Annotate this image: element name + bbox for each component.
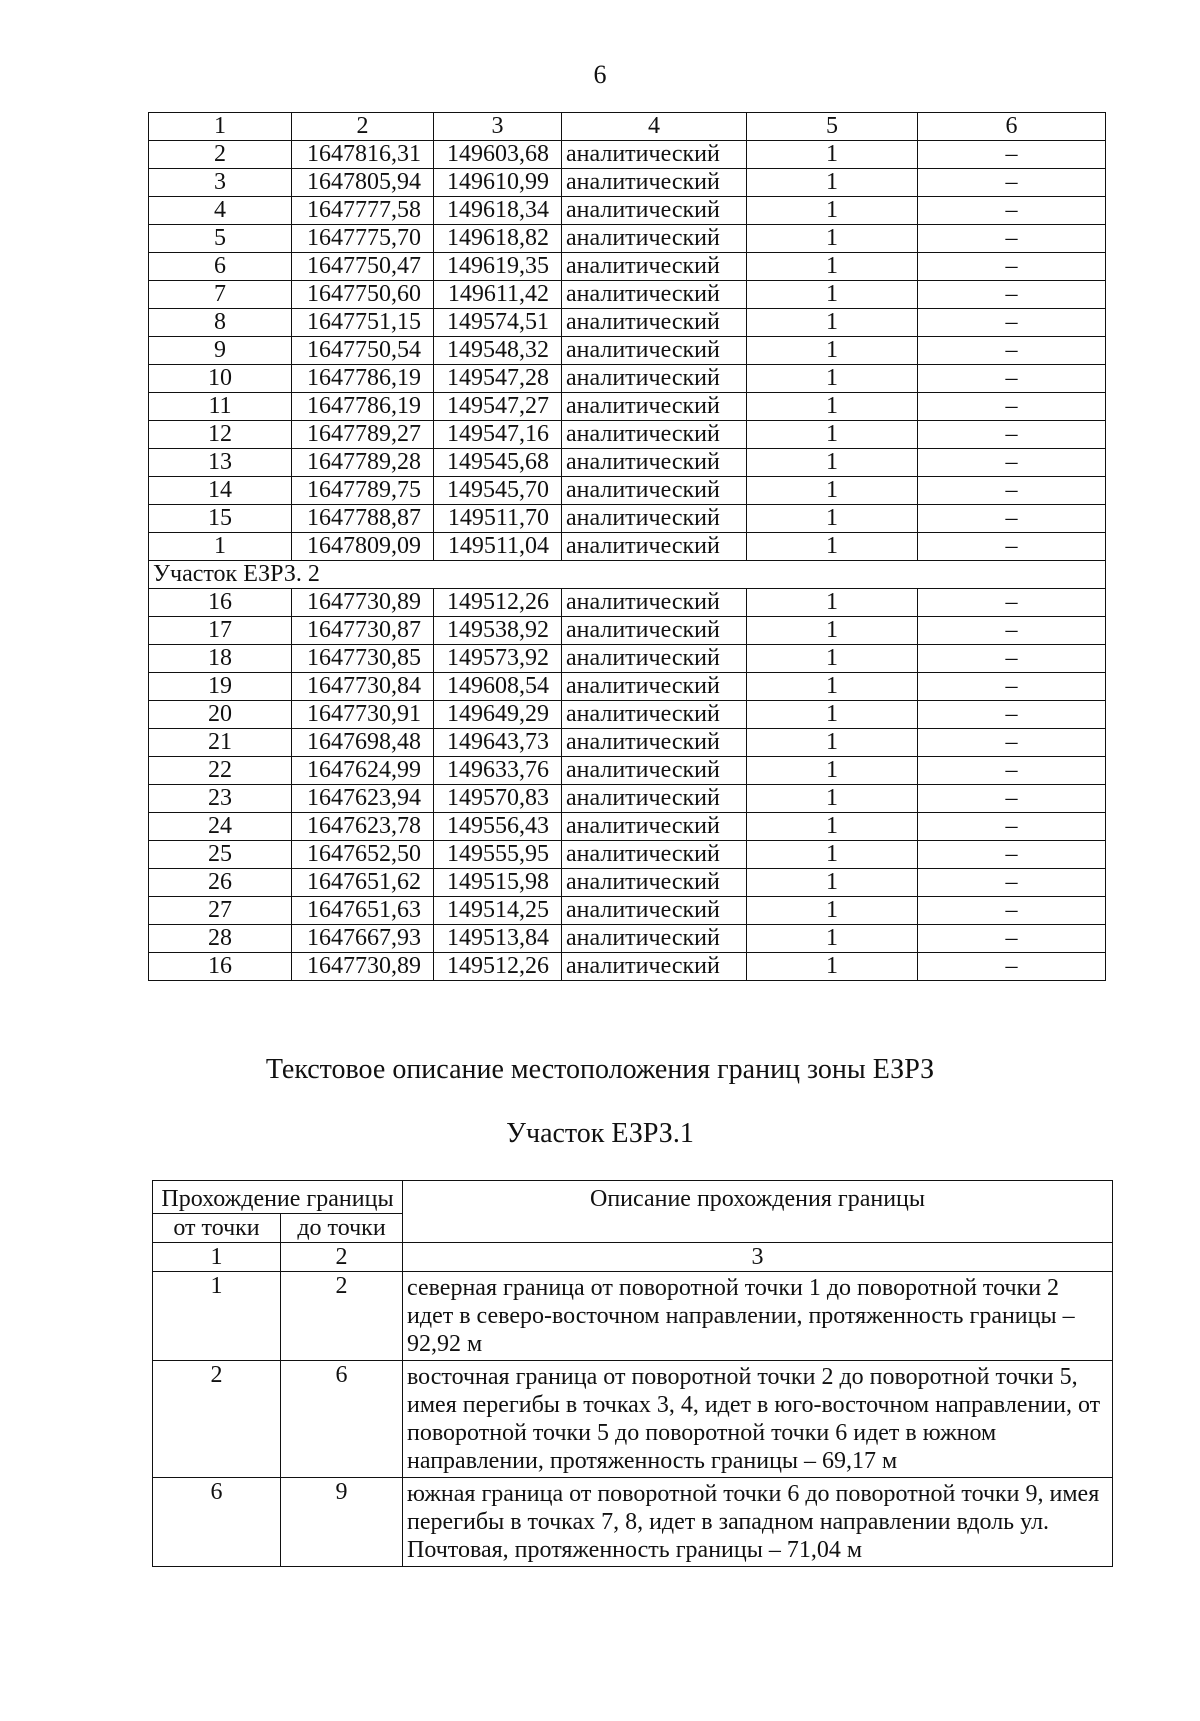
x-coordinate: 1647623,78 xyxy=(292,813,434,841)
accuracy: 1 xyxy=(747,225,918,253)
method: аналитический xyxy=(562,505,747,533)
x-coordinate: 1647623,94 xyxy=(292,785,434,813)
accuracy: 1 xyxy=(747,477,918,505)
note: – xyxy=(918,281,1106,309)
x-coordinate: 1647730,84 xyxy=(292,673,434,701)
method: аналитический xyxy=(562,645,747,673)
y-coordinate: 149618,34 xyxy=(434,197,562,225)
x-coordinate: 1647805,94 xyxy=(292,169,434,197)
table-row xyxy=(149,841,1106,869)
method: аналитический xyxy=(562,365,747,393)
y-coordinate: 149514,25 xyxy=(434,897,562,925)
method: аналитический xyxy=(562,953,747,981)
point-number: 16 xyxy=(149,953,292,981)
table-row xyxy=(149,813,1106,841)
accuracy: 1 xyxy=(747,897,918,925)
method: аналитический xyxy=(562,701,747,729)
table-row xyxy=(149,869,1106,897)
note: – xyxy=(918,169,1106,197)
table-row xyxy=(149,505,1106,533)
method: аналитический xyxy=(562,813,747,841)
x-coordinate: 1647624,99 xyxy=(292,757,434,785)
y-coordinate: 149547,27 xyxy=(434,393,562,421)
section-heading: Участок ЕЗРЗ.1 xyxy=(506,1118,694,1149)
x-coordinate: 1647651,63 xyxy=(292,897,434,925)
y-coordinate: 149570,83 xyxy=(434,785,562,813)
point-number: 20 xyxy=(149,701,292,729)
section-row xyxy=(149,561,1106,589)
method: аналитический xyxy=(562,785,747,813)
y-coordinate: 149643,73 xyxy=(434,729,562,757)
method: аналитический xyxy=(562,673,747,701)
point-number: 19 xyxy=(149,673,292,701)
table-row xyxy=(149,589,1106,617)
note: – xyxy=(918,645,1106,673)
note: – xyxy=(918,505,1106,533)
method: аналитический xyxy=(562,925,747,953)
point-number: 16 xyxy=(149,589,292,617)
method: аналитический xyxy=(562,197,747,225)
column-number: 1 xyxy=(149,113,292,141)
point-number: 10 xyxy=(149,365,292,393)
note: – xyxy=(918,757,1106,785)
table-row xyxy=(149,701,1106,729)
x-coordinate: 1647730,87 xyxy=(292,617,434,645)
table-row xyxy=(153,1361,1113,1478)
method: аналитический xyxy=(562,841,747,869)
note: – xyxy=(918,729,1106,757)
method: аналитический xyxy=(562,141,747,169)
y-coordinate: 149633,76 xyxy=(434,757,562,785)
x-coordinate: 1647730,89 xyxy=(292,589,434,617)
point-number: 25 xyxy=(149,841,292,869)
x-coordinate: 1647788,87 xyxy=(292,505,434,533)
y-coordinate: 149573,92 xyxy=(434,645,562,673)
accuracy: 1 xyxy=(747,701,918,729)
to-point-header: до точки xyxy=(281,1214,403,1243)
table-row xyxy=(149,953,1106,981)
method: аналитический xyxy=(562,393,747,421)
table-row xyxy=(149,645,1106,673)
from-point: 6 xyxy=(153,1478,281,1567)
x-coordinate: 1647789,75 xyxy=(292,477,434,505)
y-coordinate: 149547,16 xyxy=(434,421,562,449)
note: – xyxy=(918,841,1106,869)
method: аналитический xyxy=(562,421,747,449)
y-coordinate: 149610,99 xyxy=(434,169,562,197)
y-coordinate: 149538,92 xyxy=(434,617,562,645)
accuracy: 1 xyxy=(747,729,918,757)
accuracy: 1 xyxy=(747,197,918,225)
to-point: 9 xyxy=(281,1478,403,1567)
column-number: 3 xyxy=(434,113,562,141)
y-coordinate: 149512,26 xyxy=(434,589,562,617)
table-row xyxy=(149,225,1106,253)
y-coordinate: 149618,82 xyxy=(434,225,562,253)
y-coordinate: 149515,98 xyxy=(434,869,562,897)
x-coordinate: 1647750,47 xyxy=(292,253,434,281)
x-coordinate: 1647750,54 xyxy=(292,337,434,365)
column-number: 5 xyxy=(747,113,918,141)
point-number: 6 xyxy=(149,253,292,281)
column-number: 2 xyxy=(292,113,434,141)
x-coordinate: 1647698,48 xyxy=(292,729,434,757)
x-coordinate: 1647751,15 xyxy=(292,309,434,337)
table-row xyxy=(149,169,1106,197)
point-number: 28 xyxy=(149,925,292,953)
y-coordinate: 149548,32 xyxy=(434,337,562,365)
method: аналитический xyxy=(562,337,747,365)
table-row xyxy=(149,197,1106,225)
note: – xyxy=(918,869,1106,897)
accuracy: 1 xyxy=(747,421,918,449)
point-number: 17 xyxy=(149,617,292,645)
point-number: 4 xyxy=(149,197,292,225)
boundary-description-table xyxy=(152,1180,1113,1567)
x-coordinate: 1647777,58 xyxy=(292,197,434,225)
accuracy: 1 xyxy=(747,169,918,197)
method: аналитический xyxy=(562,589,747,617)
note: – xyxy=(918,701,1106,729)
column-number: 1 xyxy=(153,1243,281,1272)
point-number: 13 xyxy=(149,449,292,477)
accuracy: 1 xyxy=(747,785,918,813)
from-point-header: от точки xyxy=(153,1214,281,1243)
table-row xyxy=(149,673,1106,701)
table-row xyxy=(149,393,1106,421)
table-row xyxy=(153,1478,1113,1567)
from-point: 1 xyxy=(153,1272,281,1361)
x-coordinate: 1647789,28 xyxy=(292,449,434,477)
x-coordinate: 1647816,31 xyxy=(292,141,434,169)
y-coordinate: 149545,70 xyxy=(434,477,562,505)
accuracy: 1 xyxy=(747,449,918,477)
y-coordinate: 149611,42 xyxy=(434,281,562,309)
table-row xyxy=(149,309,1106,337)
y-coordinate: 149619,35 xyxy=(434,253,562,281)
note: – xyxy=(918,785,1106,813)
accuracy: 1 xyxy=(747,925,918,953)
table-row xyxy=(149,897,1106,925)
page-number: 6 xyxy=(593,60,607,89)
point-number: 21 xyxy=(149,729,292,757)
method: аналитический xyxy=(562,225,747,253)
table-row xyxy=(153,1272,1113,1361)
note: – xyxy=(918,477,1106,505)
passage-header: Прохождение границы xyxy=(153,1181,403,1214)
note: – xyxy=(918,617,1106,645)
note: – xyxy=(918,589,1106,617)
note: – xyxy=(918,309,1106,337)
accuracy: 1 xyxy=(747,869,918,897)
note: – xyxy=(918,953,1106,981)
point-number: 27 xyxy=(149,897,292,925)
point-number: 8 xyxy=(149,309,292,337)
y-coordinate: 149649,29 xyxy=(434,701,562,729)
table-row xyxy=(149,757,1106,785)
note: – xyxy=(918,673,1106,701)
note: – xyxy=(918,365,1106,393)
point-number: 15 xyxy=(149,505,292,533)
point-number: 24 xyxy=(149,813,292,841)
accuracy: 1 xyxy=(747,309,918,337)
point-number: 22 xyxy=(149,757,292,785)
x-coordinate: 1647775,70 xyxy=(292,225,434,253)
note: – xyxy=(918,449,1106,477)
point-number: 5 xyxy=(149,225,292,253)
method: аналитический xyxy=(562,477,747,505)
x-coordinate: 1647809,09 xyxy=(292,533,434,561)
table-row xyxy=(149,617,1106,645)
to-point: 6 xyxy=(281,1361,403,1478)
point-number: 2 xyxy=(149,141,292,169)
boundary-description: южная граница от поворотной точки 6 до поворотной точки 9, имея перегибы в точках 7, 8, идет в западном направлении вдоль ул. Почтовая, протяженность границы – 71,04 м xyxy=(403,1478,1113,1567)
method: аналитический xyxy=(562,449,747,477)
table-row xyxy=(149,141,1106,169)
accuracy: 1 xyxy=(747,253,918,281)
accuracy: 1 xyxy=(747,953,918,981)
coordinates-table xyxy=(148,112,1106,981)
point-number: 12 xyxy=(149,421,292,449)
section-label: Участок ЕЗРЗ. 2 xyxy=(149,561,1106,589)
note: – xyxy=(918,253,1106,281)
accuracy: 1 xyxy=(747,645,918,673)
column-number: 2 xyxy=(281,1243,403,1272)
from-point: 2 xyxy=(153,1361,281,1478)
table-row xyxy=(149,477,1106,505)
table-header-row xyxy=(149,113,1106,141)
column-numbers-row xyxy=(153,1243,1113,1272)
table-row xyxy=(149,785,1106,813)
method: аналитический xyxy=(562,617,747,645)
table-row xyxy=(149,253,1106,281)
accuracy: 1 xyxy=(747,813,918,841)
accuracy: 1 xyxy=(747,505,918,533)
note: – xyxy=(918,197,1106,225)
point-number: 11 xyxy=(149,393,292,421)
boundary-description: восточная граница от поворотной точки 2 до поворотной точки 5, имея перегибы в точках 3, 4, идет в юго-восточном направлении, от поворотной точки 5 до поворотной точки 6 идет в южном направлении, протяженность границы – 69,17 м xyxy=(403,1361,1113,1478)
x-coordinate: 1647651,62 xyxy=(292,869,434,897)
accuracy: 1 xyxy=(747,393,918,421)
y-coordinate: 149603,68 xyxy=(434,141,562,169)
accuracy: 1 xyxy=(747,337,918,365)
accuracy: 1 xyxy=(747,281,918,309)
accuracy: 1 xyxy=(747,673,918,701)
method: аналитический xyxy=(562,309,747,337)
x-coordinate: 1647786,19 xyxy=(292,393,434,421)
point-number: 26 xyxy=(149,869,292,897)
accuracy: 1 xyxy=(747,589,918,617)
x-coordinate: 1647786,19 xyxy=(292,365,434,393)
y-coordinate: 149511,04 xyxy=(434,533,562,561)
point-number: 14 xyxy=(149,477,292,505)
y-coordinate: 149512,26 xyxy=(434,953,562,981)
method: аналитический xyxy=(562,869,747,897)
column-number: 3 xyxy=(403,1243,1113,1272)
point-number: 9 xyxy=(149,337,292,365)
main-heading: Текстовое описание местоположения границ зоны ЕЗРЗ xyxy=(265,1054,935,1085)
boundary-description: северная граница от поворотной точки 1 до поворотной точки 2 идет в северо-восточном направлении, протяженность границы – 92,92 м xyxy=(403,1272,1113,1361)
table-row xyxy=(149,337,1106,365)
accuracy: 1 xyxy=(747,617,918,645)
note: – xyxy=(918,533,1106,561)
table-row xyxy=(149,533,1106,561)
point-number: 7 xyxy=(149,281,292,309)
point-number: 18 xyxy=(149,645,292,673)
method: аналитический xyxy=(562,281,747,309)
y-coordinate: 149574,51 xyxy=(434,309,562,337)
note: – xyxy=(918,421,1106,449)
accuracy: 1 xyxy=(747,533,918,561)
y-coordinate: 149545,68 xyxy=(434,449,562,477)
note: – xyxy=(918,925,1106,953)
x-coordinate: 1647730,89 xyxy=(292,953,434,981)
note: – xyxy=(918,337,1106,365)
x-coordinate: 1647652,50 xyxy=(292,841,434,869)
method: аналитический xyxy=(562,729,747,757)
y-coordinate: 149556,43 xyxy=(434,813,562,841)
method: аналитический xyxy=(562,253,747,281)
column-number: 6 xyxy=(918,113,1106,141)
note: – xyxy=(918,897,1106,925)
y-coordinate: 149513,84 xyxy=(434,925,562,953)
note: – xyxy=(918,393,1106,421)
to-point: 2 xyxy=(281,1272,403,1361)
note: – xyxy=(918,141,1106,169)
x-coordinate: 1647750,60 xyxy=(292,281,434,309)
method: аналитический xyxy=(562,897,747,925)
table-header-row xyxy=(153,1181,1113,1214)
method: аналитический xyxy=(562,169,747,197)
table-row xyxy=(149,449,1106,477)
column-number: 4 xyxy=(562,113,747,141)
note: – xyxy=(918,813,1106,841)
x-coordinate: 1647730,85 xyxy=(292,645,434,673)
description-header: Описание прохождения границы xyxy=(403,1181,1113,1243)
point-number: 3 xyxy=(149,169,292,197)
point-number: 1 xyxy=(149,533,292,561)
accuracy: 1 xyxy=(747,141,918,169)
y-coordinate: 149547,28 xyxy=(434,365,562,393)
note: – xyxy=(918,225,1106,253)
table-row xyxy=(149,365,1106,393)
y-coordinate: 149555,95 xyxy=(434,841,562,869)
accuracy: 1 xyxy=(747,757,918,785)
accuracy: 1 xyxy=(747,365,918,393)
table-row xyxy=(149,421,1106,449)
point-number: 23 xyxy=(149,785,292,813)
method: аналитический xyxy=(562,533,747,561)
table-row xyxy=(149,925,1106,953)
table-row xyxy=(149,281,1106,309)
y-coordinate: 149511,70 xyxy=(434,505,562,533)
method: аналитический xyxy=(562,757,747,785)
y-coordinate: 149608,54 xyxy=(434,673,562,701)
x-coordinate: 1647789,27 xyxy=(292,421,434,449)
accuracy: 1 xyxy=(747,841,918,869)
x-coordinate: 1647730,91 xyxy=(292,701,434,729)
table-row xyxy=(149,729,1106,757)
x-coordinate: 1647667,93 xyxy=(292,925,434,953)
